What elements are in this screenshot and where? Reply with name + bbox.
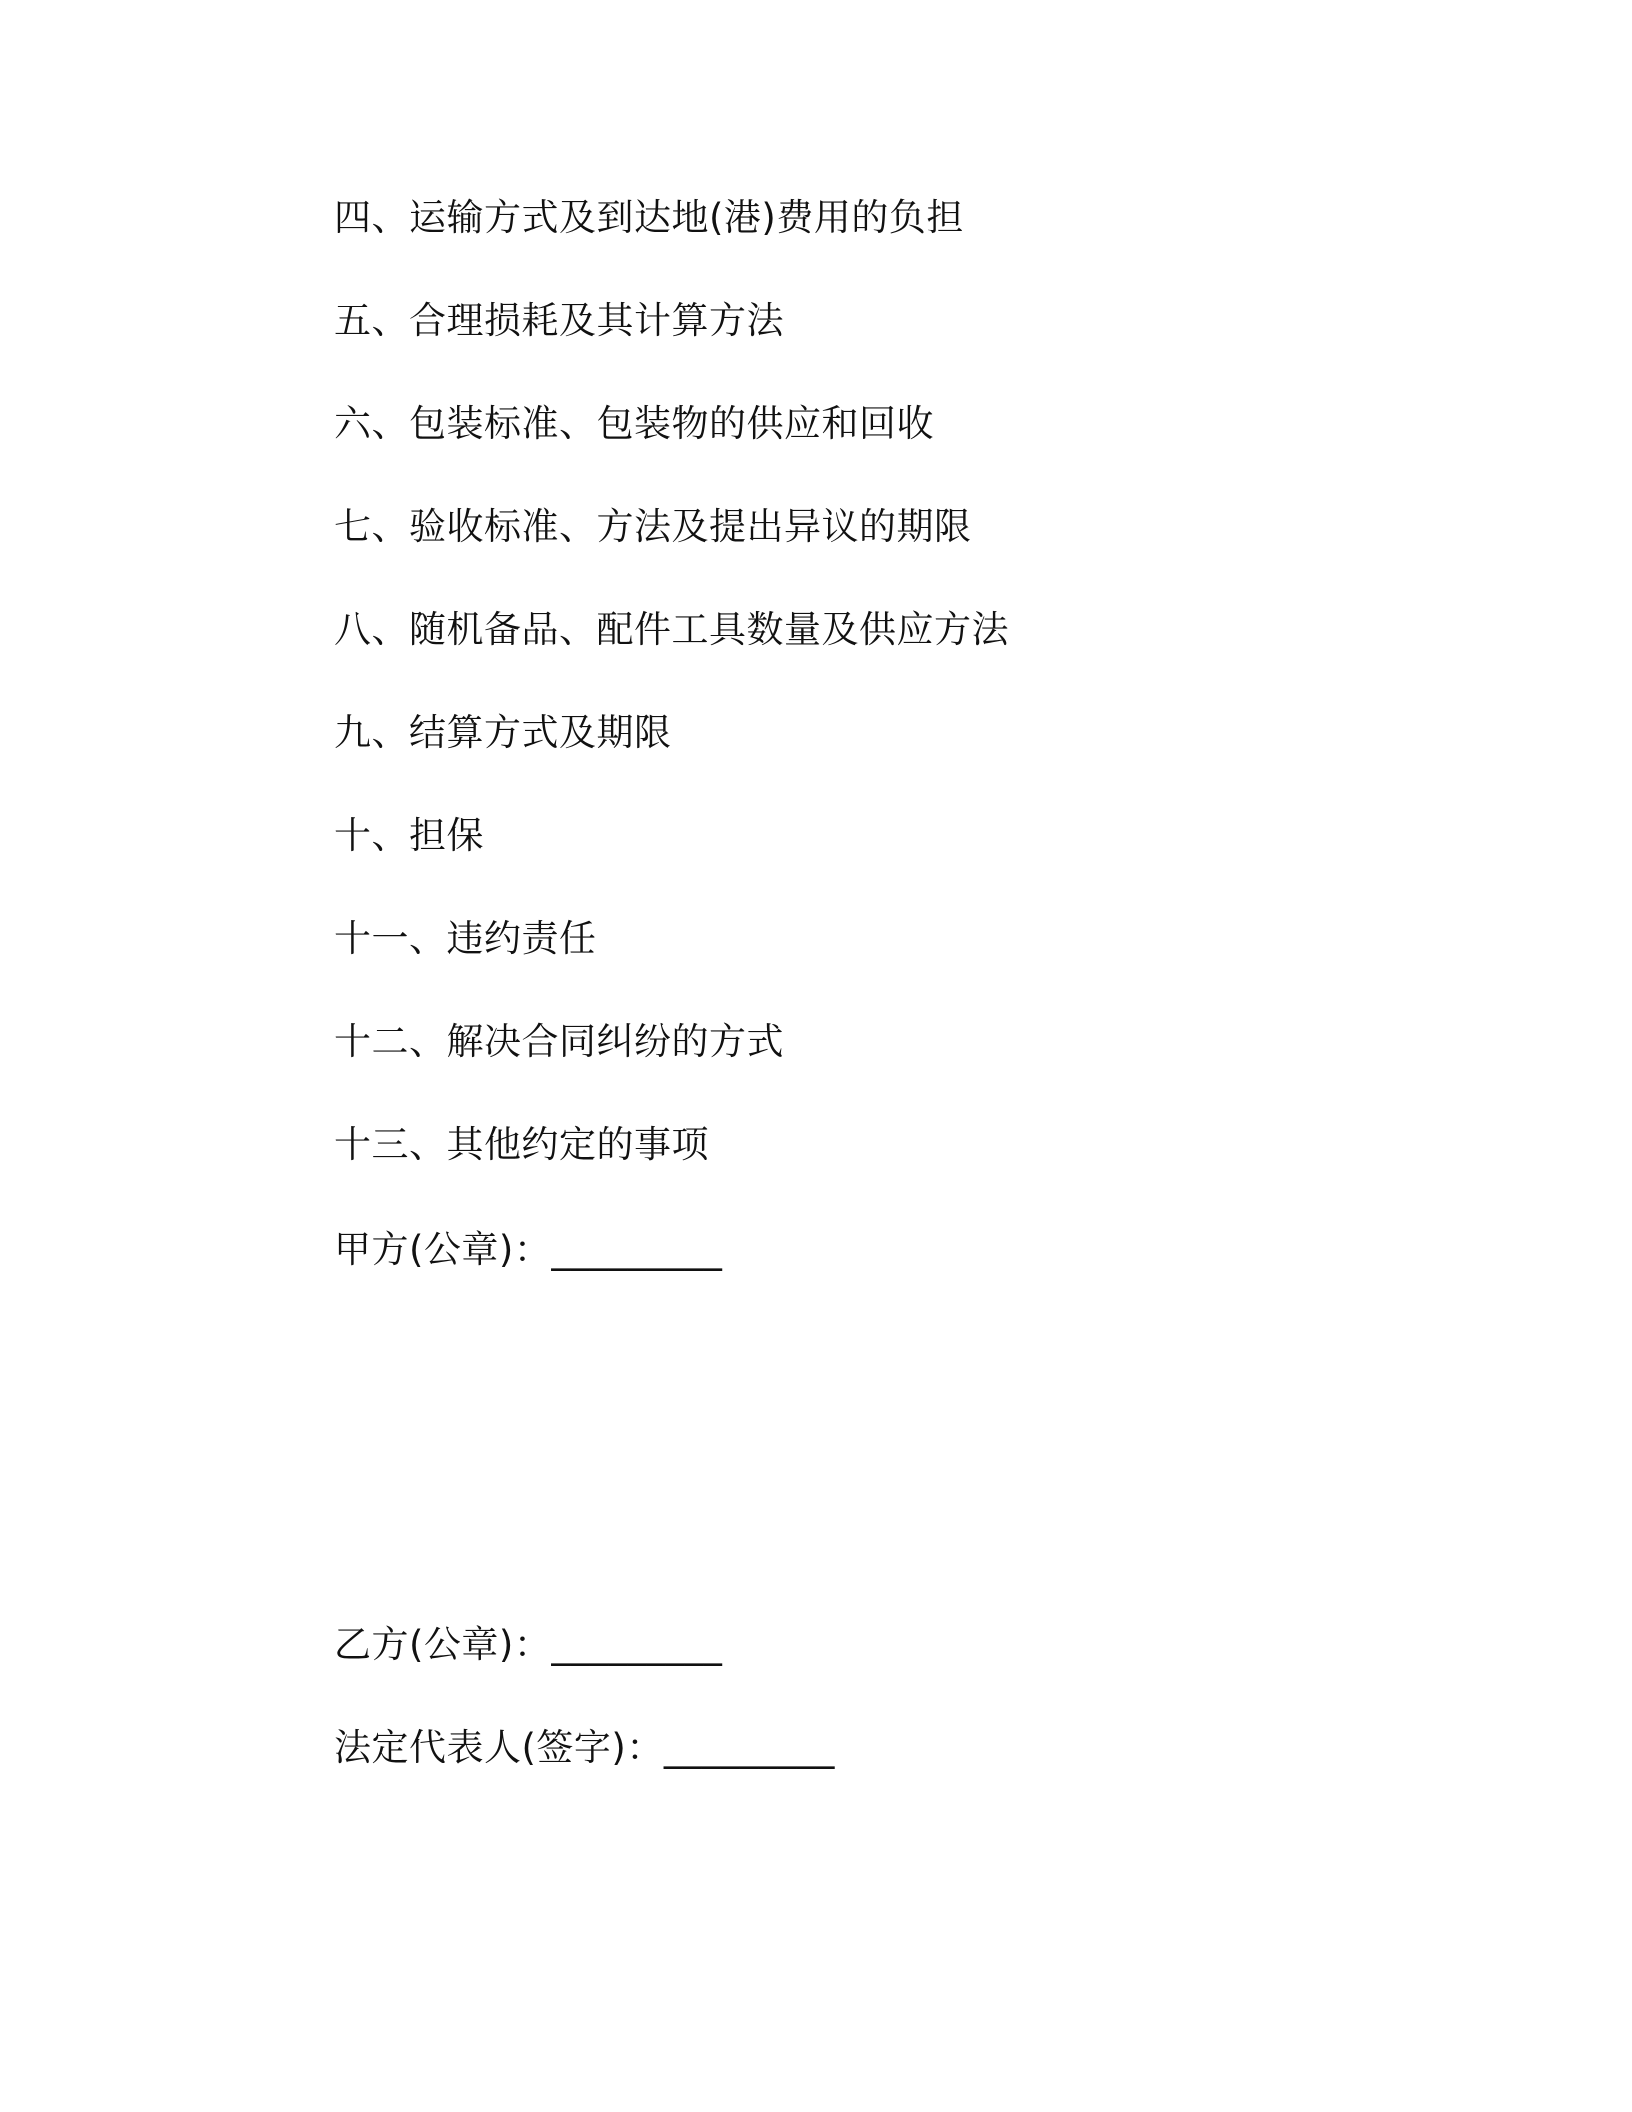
- clause-9: 九、结算方式及期限: [334, 711, 672, 754]
- clause-8: 八、随机备品、配件工具数量及供应方法: [334, 608, 1009, 651]
- clause-4: 四、运输方式及到达地(港)费用的负担: [334, 196, 964, 239]
- legal-representative-signature-line: 法定代表人(签字)：_________: [334, 1726, 835, 1769]
- clause-7: 七、验收标准、方法及提出异议的期限: [334, 505, 972, 548]
- party-b-signature-line: 乙方(公章)：_________: [334, 1623, 723, 1666]
- clause-6: 六、包装标准、包装物的供应和回收: [334, 402, 934, 445]
- clause-12: 十二、解决合同纠纷的方式: [334, 1020, 784, 1063]
- clause-5: 五、合理损耗及其计算方法: [334, 299, 784, 342]
- clause-13: 十三、其他约定的事项: [334, 1123, 709, 1166]
- clause-10: 十、担保: [334, 814, 484, 857]
- party-a-signature-line: 甲方(公章)：_________: [334, 1228, 723, 1271]
- clause-11: 十一、违约责任: [334, 917, 597, 960]
